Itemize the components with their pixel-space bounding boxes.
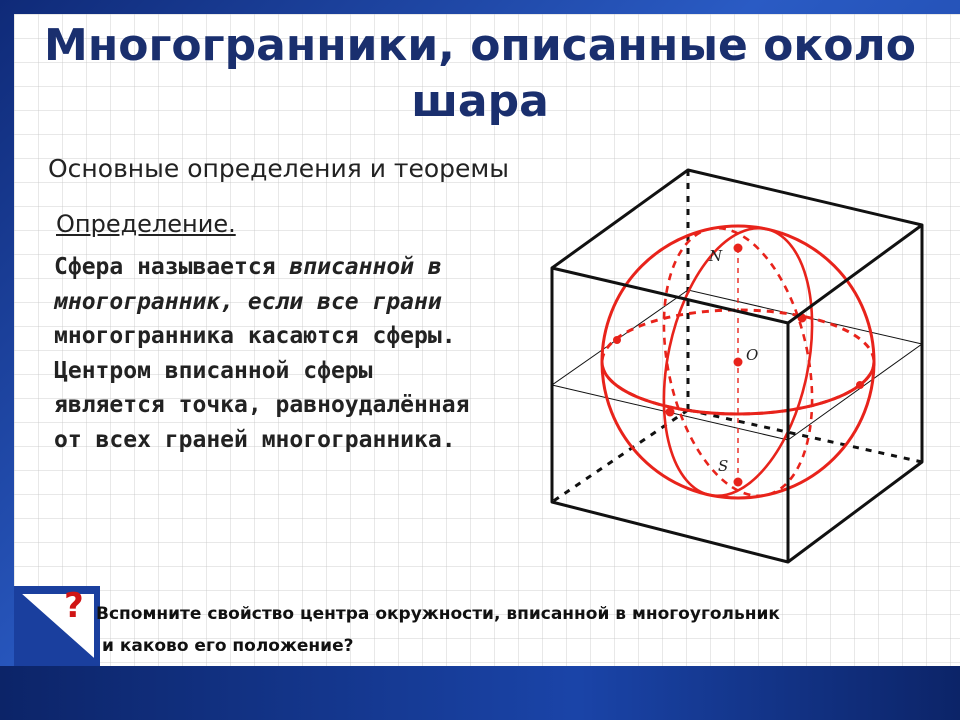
cube-hidden-edges [552,170,922,502]
label-south: S [718,457,729,475]
bottom-band [0,666,960,720]
definition-text [54,250,494,457]
label-north: N [709,247,723,265]
question-corner-decoration [14,586,100,666]
question-text [96,598,856,662]
definition-segment: Сфера называется [54,254,290,280]
cube-sphere-diagram [540,160,940,580]
question-line-2: и каково его положение? [102,636,354,656]
definition-heading: Определение. [56,210,236,238]
definition-segment: многогранника касаются сферы. Центром вписанной сферы является точка, равноудалённая от всех граней многогранника. [54,323,470,453]
label-center: O [746,346,759,364]
definition-segment-italic: вписанной в многогранник, если все грани [54,254,442,315]
slide-title: Многогранники, описанные около шара [44,20,916,127]
question-line-1: Вспомните свойство центра окружности, вписанной в многоугольник [96,604,780,624]
question-mark-icon: ? [64,586,84,626]
slide-subtitle: Основные определения и теоремы [48,154,509,183]
